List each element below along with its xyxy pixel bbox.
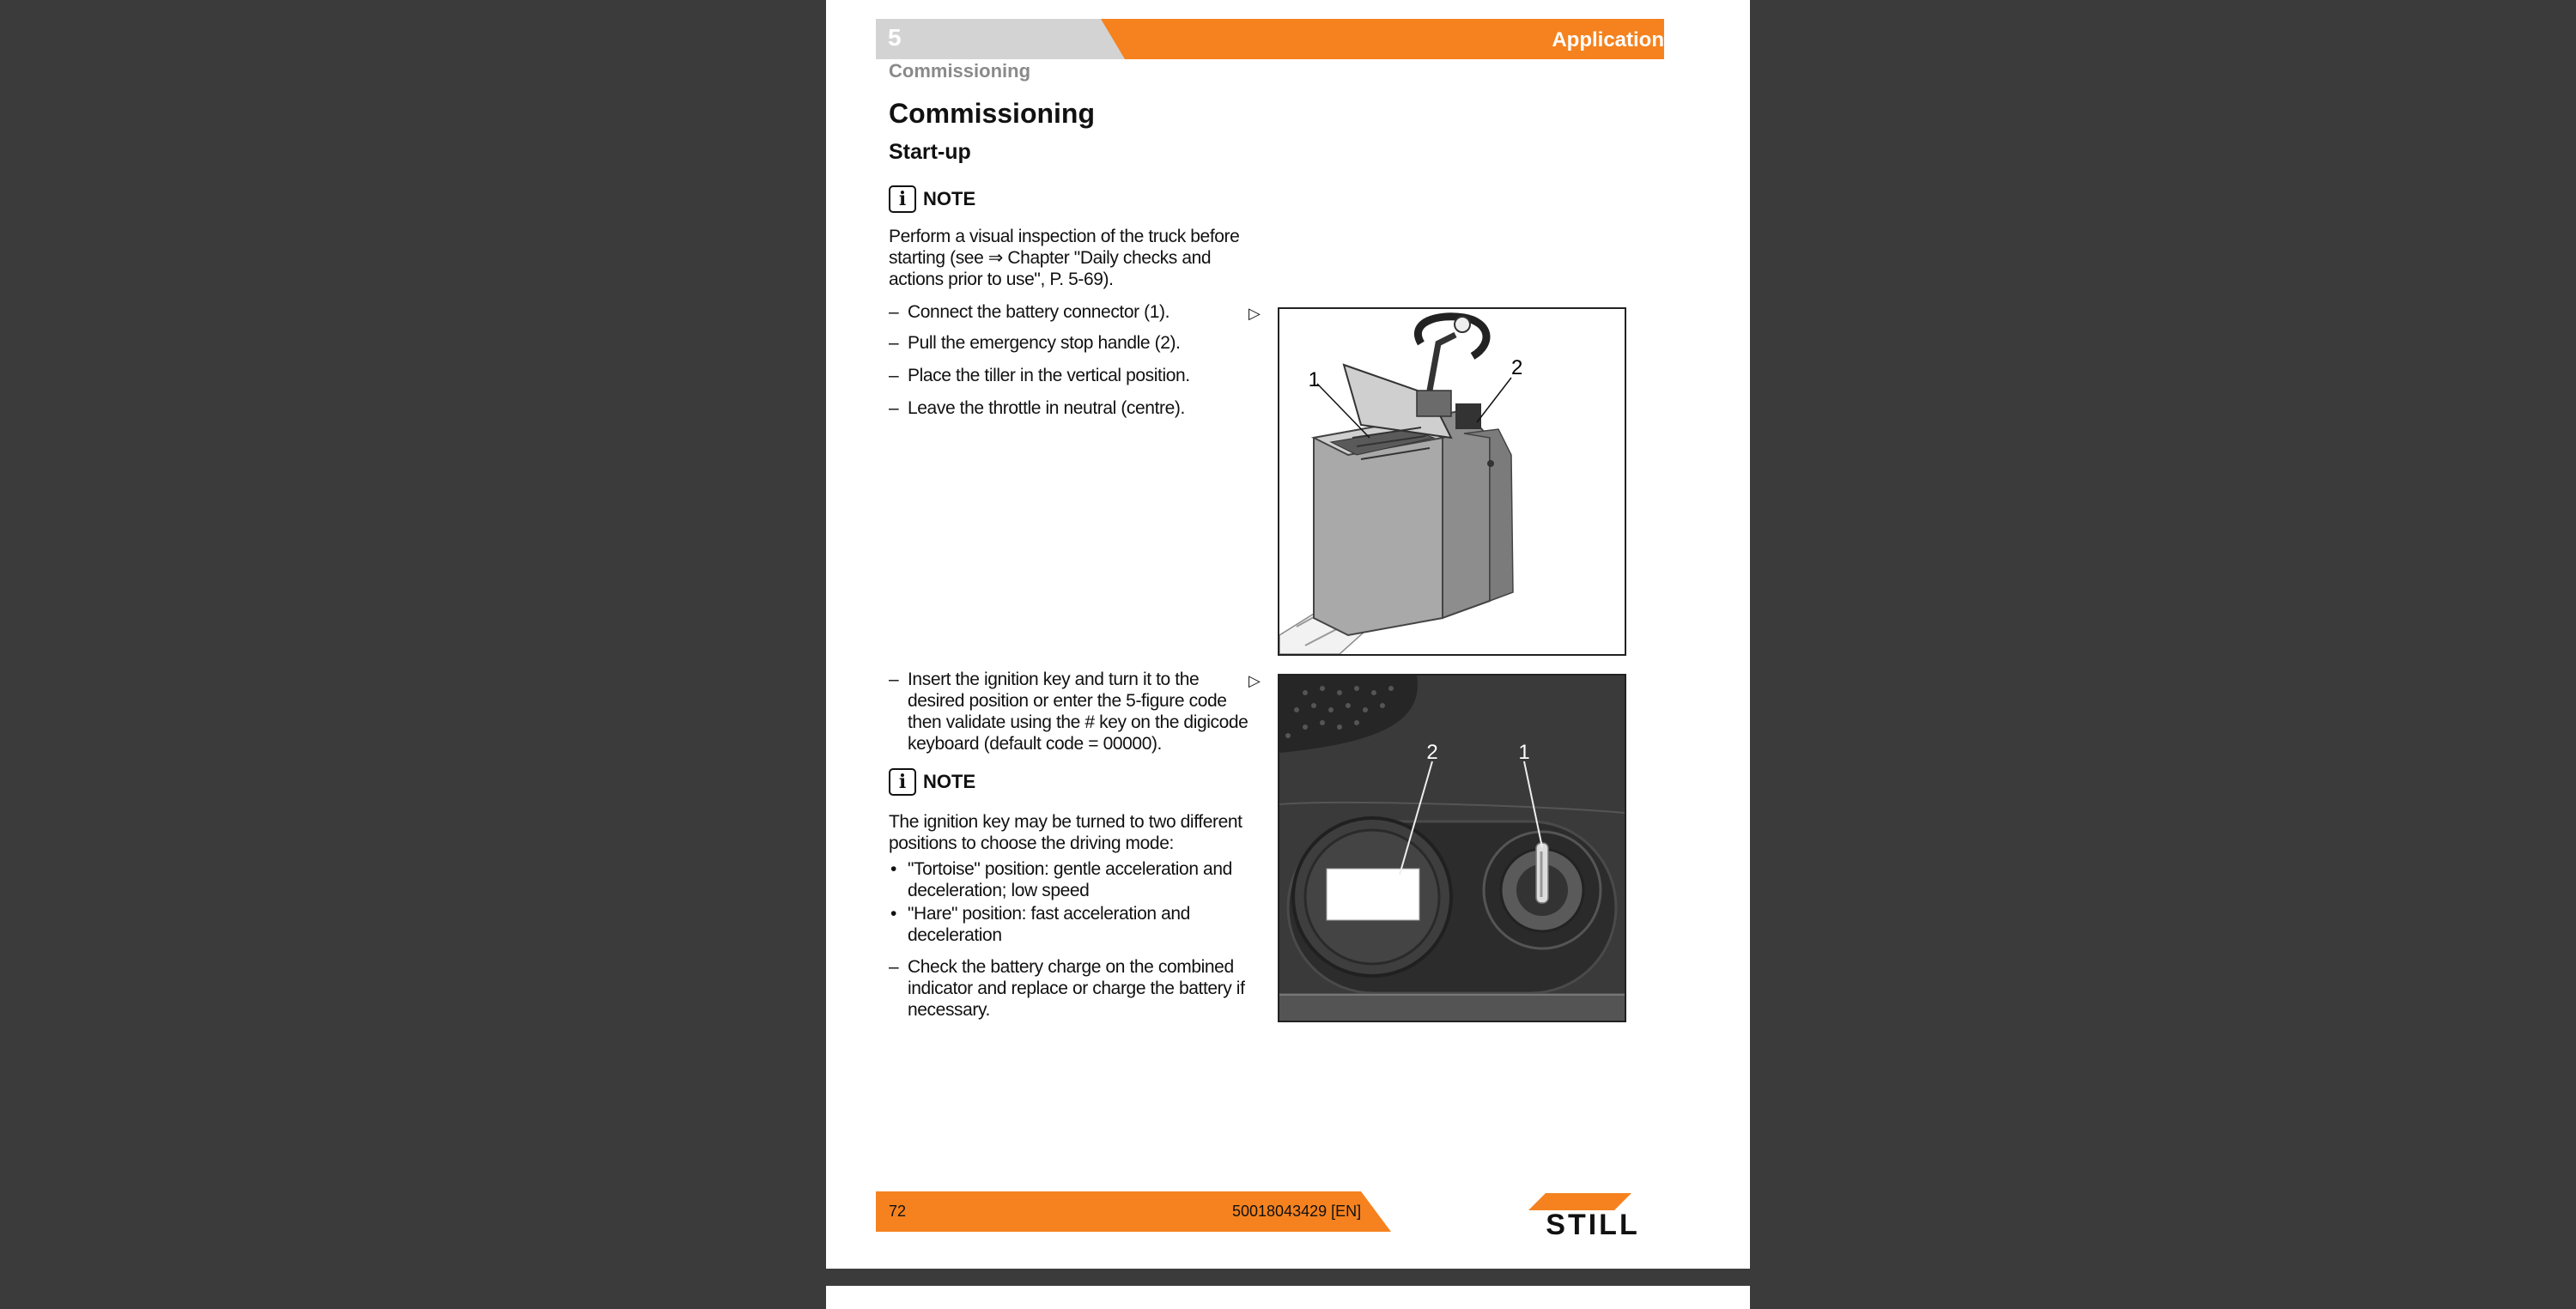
arrow-right-icon: ▷ — [1249, 305, 1261, 322]
step-item: – Insert the ignition key and turn it to the desired position or enter the 5-figure code then validate using the # key on the digicode keyboard (default code = 00000). — [889, 669, 1249, 754]
step-item: – Leave the throttle in neutral (centre). — [889, 397, 1249, 419]
figure-ignition-key — [1278, 674, 1626, 1022]
note-text-1: Perform a visual inspection of the truck before starting (see ⇒ Chapter "Daily checks and actions prior to use", P. 5-69). — [889, 227, 1240, 289]
header-band — [876, 19, 1664, 59]
next-page-edge — [826, 1286, 1750, 1309]
note-header-1 — [889, 185, 975, 213]
figure-label: 1 — [1518, 741, 1530, 764]
page-title: Commissioning — [889, 98, 1096, 129]
figure-label: 1 — [1308, 368, 1320, 391]
breadcrumb: Commissioning — [889, 60, 1031, 82]
figure-label: 2 — [1426, 741, 1438, 764]
still-logo — [1520, 1193, 1666, 1240]
info-icon: i — [889, 768, 916, 796]
page-subtitle: Start-up — [889, 140, 971, 164]
document-page — [826, 0, 1750, 1269]
note-text-2: The ignition key may be turned to two different positions to choose the driving mode: — [889, 812, 1242, 853]
note-label: NOTE — [923, 771, 976, 792]
figure-battery-connector — [1278, 307, 1626, 656]
note-header-2 — [889, 768, 975, 796]
step-item: – Pull the emergency stop handle (2). — [889, 332, 1249, 354]
logo-text: STILL — [1546, 1209, 1640, 1236]
figure-label: 2 — [1511, 356, 1523, 379]
step-item: – Connect the battery connector (1). — [889, 301, 1249, 323]
document-id: 50018043429 [EN] — [1232, 1203, 1362, 1220]
step-item: – Place the tiller in the vertical position. — [889, 365, 1249, 386]
arrow-right-icon: ▷ — [1249, 672, 1261, 689]
info-icon: i — [889, 185, 916, 213]
chapter-number: 5 — [888, 24, 902, 51]
note-label: NOTE — [923, 188, 976, 209]
page-number: 72 — [889, 1203, 907, 1220]
list-item: • "Hare" position: fast acceleration and deceleration — [889, 903, 1249, 946]
list-item: • "Tortoise" position: gentle acceleration and deceleration; low speed — [889, 858, 1249, 901]
section-title: Application — [1552, 28, 1664, 52]
step-item: – Check the battery charge on the combined indicator and replace or charge the battery if necessary. — [889, 956, 1249, 1021]
